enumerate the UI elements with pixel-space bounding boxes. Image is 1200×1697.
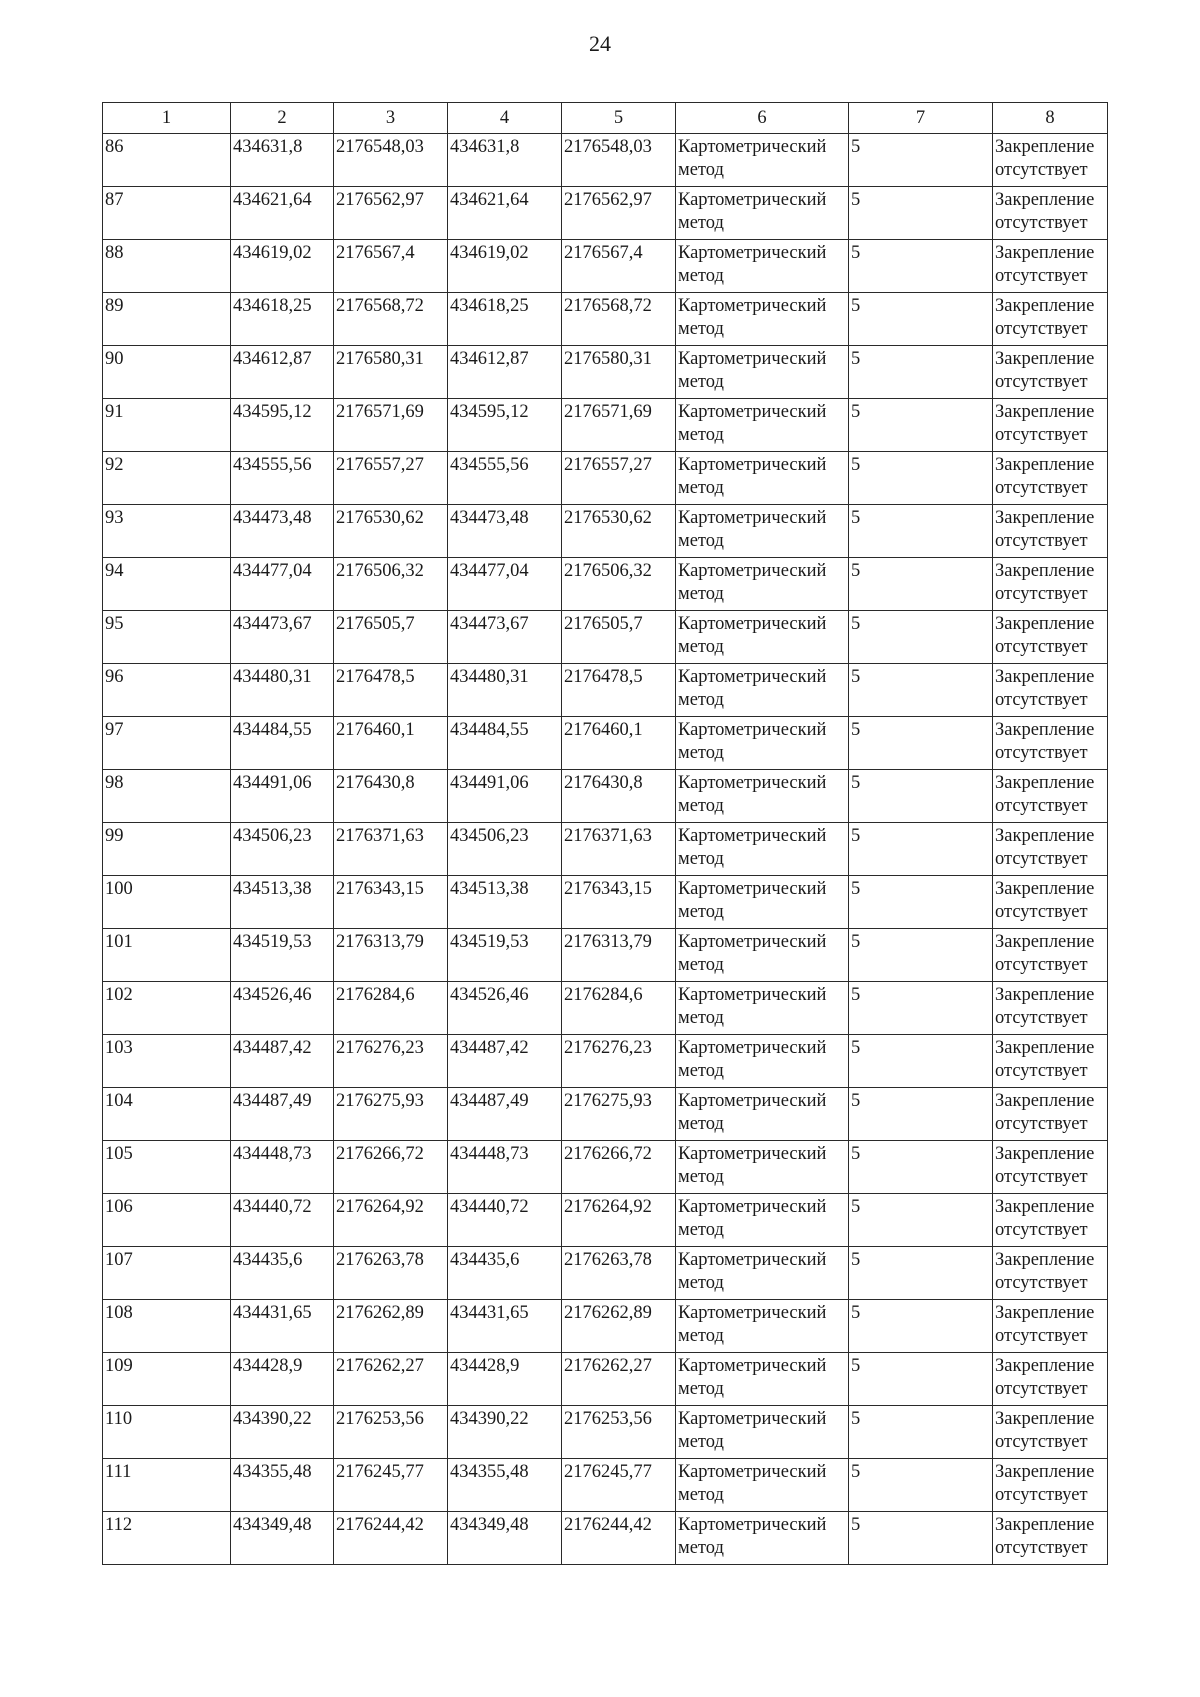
y-coordinate-2-cell: 2176562,97 xyxy=(562,187,676,240)
y-coordinate-cell: 2176505,7 xyxy=(334,611,448,664)
y-coordinate-2-cell: 2176263,78 xyxy=(562,1247,676,1300)
y-coordinate-2-cell: 2176557,27 xyxy=(562,452,676,505)
y-coordinate-cell: 2176284,6 xyxy=(334,982,448,1035)
method-cell: Картометрический метод xyxy=(676,187,849,240)
table-row xyxy=(103,770,1108,823)
y-coordinate-2-cell: 2176266,72 xyxy=(562,1141,676,1194)
point-number-cell: 88 xyxy=(103,240,231,293)
point-number-cell: 89 xyxy=(103,293,231,346)
table-row xyxy=(103,1406,1108,1459)
table-row xyxy=(103,1194,1108,1247)
point-number-cell: 96 xyxy=(103,664,231,717)
accuracy-cell: 5 xyxy=(849,1194,993,1247)
x-coordinate-cell: 434428,9 xyxy=(231,1353,334,1406)
point-number-cell: 99 xyxy=(103,823,231,876)
coordinates-table xyxy=(102,102,1108,1565)
y-coordinate-cell: 2176567,4 xyxy=(334,240,448,293)
y-coordinate-2-cell: 2176568,72 xyxy=(562,293,676,346)
x-coordinate-cell: 434555,56 xyxy=(231,452,334,505)
y-coordinate-2-cell: 2176478,5 xyxy=(562,664,676,717)
x-coordinate-cell: 434435,6 xyxy=(231,1247,334,1300)
fixation-description-cell: Закрепление отсутствует xyxy=(993,1512,1108,1565)
fixation-description-cell: Закрепление отсутствует xyxy=(993,929,1108,982)
accuracy-cell: 5 xyxy=(849,717,993,770)
x-coordinate-cell: 434526,46 xyxy=(231,982,334,1035)
x-coordinate-cell: 434390,22 xyxy=(231,1406,334,1459)
accuracy-cell: 5 xyxy=(849,558,993,611)
column-header: 1 xyxy=(103,103,231,134)
table-row xyxy=(103,558,1108,611)
x-coordinate-2-cell: 434484,55 xyxy=(448,717,562,770)
y-coordinate-2-cell: 2176275,93 xyxy=(562,1088,676,1141)
x-coordinate-2-cell: 434448,73 xyxy=(448,1141,562,1194)
x-coordinate-cell: 434440,72 xyxy=(231,1194,334,1247)
column-header: 5 xyxy=(562,103,676,134)
column-header: 7 xyxy=(849,103,993,134)
x-coordinate-cell: 434473,67 xyxy=(231,611,334,664)
fixation-description-cell: Закрепление отсутствует xyxy=(993,1247,1108,1300)
method-cell: Картометрический метод xyxy=(676,1512,849,1565)
method-cell: Картометрический метод xyxy=(676,1194,849,1247)
y-coordinate-cell: 2176478,5 xyxy=(334,664,448,717)
table-row xyxy=(103,717,1108,770)
point-number-cell: 93 xyxy=(103,505,231,558)
y-coordinate-cell: 2176580,31 xyxy=(334,346,448,399)
accuracy-cell: 5 xyxy=(849,982,993,1035)
method-cell: Картометрический метод xyxy=(676,452,849,505)
accuracy-cell: 5 xyxy=(849,823,993,876)
fixation-description-cell: Закрепление отсутствует xyxy=(993,187,1108,240)
x-coordinate-2-cell: 434618,25 xyxy=(448,293,562,346)
x-coordinate-2-cell: 434612,87 xyxy=(448,346,562,399)
fixation-description-cell: Закрепление отсутствует xyxy=(993,505,1108,558)
table-row xyxy=(103,293,1108,346)
accuracy-cell: 5 xyxy=(849,505,993,558)
point-number-cell: 103 xyxy=(103,1035,231,1088)
x-coordinate-cell: 434595,12 xyxy=(231,399,334,452)
y-coordinate-cell: 2176262,89 xyxy=(334,1300,448,1353)
column-header: 4 xyxy=(448,103,562,134)
point-number-cell: 112 xyxy=(103,1512,231,1565)
fixation-description-cell: Закрепление отсутствует xyxy=(993,240,1108,293)
y-coordinate-2-cell: 2176284,6 xyxy=(562,982,676,1035)
fixation-description-cell: Закрепление отсутствует xyxy=(993,452,1108,505)
table-row xyxy=(103,399,1108,452)
x-coordinate-cell: 434487,42 xyxy=(231,1035,334,1088)
table-row xyxy=(103,346,1108,399)
method-cell: Картометрический метод xyxy=(676,664,849,717)
fixation-description-cell: Закрепление отсутствует xyxy=(993,664,1108,717)
fixation-description-cell: Закрепление отсутствует xyxy=(993,770,1108,823)
table-row xyxy=(103,505,1108,558)
y-coordinate-2-cell: 2176313,79 xyxy=(562,929,676,982)
table-row xyxy=(103,611,1108,664)
accuracy-cell: 5 xyxy=(849,293,993,346)
fixation-description-cell: Закрепление отсутствует xyxy=(993,876,1108,929)
table-row xyxy=(103,187,1108,240)
point-number-cell: 90 xyxy=(103,346,231,399)
x-coordinate-cell: 434431,65 xyxy=(231,1300,334,1353)
x-coordinate-2-cell: 434477,04 xyxy=(448,558,562,611)
accuracy-cell: 5 xyxy=(849,452,993,505)
y-coordinate-cell: 2176371,63 xyxy=(334,823,448,876)
x-coordinate-2-cell: 434526,46 xyxy=(448,982,562,1035)
method-cell: Картометрический метод xyxy=(676,1459,849,1512)
y-coordinate-cell: 2176430,8 xyxy=(334,770,448,823)
y-coordinate-cell: 2176276,23 xyxy=(334,1035,448,1088)
header-row xyxy=(103,103,1108,134)
accuracy-cell: 5 xyxy=(849,1088,993,1141)
y-coordinate-cell: 2176557,27 xyxy=(334,452,448,505)
x-coordinate-cell: 434491,06 xyxy=(231,770,334,823)
accuracy-cell: 5 xyxy=(849,1141,993,1194)
x-coordinate-cell: 434619,02 xyxy=(231,240,334,293)
accuracy-cell: 5 xyxy=(849,399,993,452)
y-coordinate-2-cell: 2176567,4 xyxy=(562,240,676,293)
x-coordinate-2-cell: 434619,02 xyxy=(448,240,562,293)
x-coordinate-2-cell: 434506,23 xyxy=(448,823,562,876)
accuracy-cell: 5 xyxy=(849,1300,993,1353)
method-cell: Картометрический метод xyxy=(676,1406,849,1459)
method-cell: Картометрический метод xyxy=(676,1247,849,1300)
table-row xyxy=(103,1300,1108,1353)
x-coordinate-cell: 434484,55 xyxy=(231,717,334,770)
y-coordinate-cell: 2176245,77 xyxy=(334,1459,448,1512)
table-row xyxy=(103,1512,1108,1565)
y-coordinate-2-cell: 2176262,89 xyxy=(562,1300,676,1353)
method-cell: Картометрический метод xyxy=(676,346,849,399)
table-row xyxy=(103,1247,1108,1300)
x-coordinate-cell: 434477,04 xyxy=(231,558,334,611)
y-coordinate-cell: 2176548,03 xyxy=(334,134,448,187)
y-coordinate-cell: 2176530,62 xyxy=(334,505,448,558)
table-row xyxy=(103,1035,1108,1088)
point-number-cell: 101 xyxy=(103,929,231,982)
x-coordinate-2-cell: 434513,38 xyxy=(448,876,562,929)
x-coordinate-2-cell: 434428,9 xyxy=(448,1353,562,1406)
column-header: 3 xyxy=(334,103,448,134)
table-row xyxy=(103,876,1108,929)
table-row xyxy=(103,1141,1108,1194)
accuracy-cell: 5 xyxy=(849,240,993,293)
point-number-cell: 110 xyxy=(103,1406,231,1459)
y-coordinate-2-cell: 2176244,42 xyxy=(562,1512,676,1565)
table-row xyxy=(103,1088,1108,1141)
table-row xyxy=(103,452,1108,505)
fixation-description-cell: Закрепление отсутствует xyxy=(993,1141,1108,1194)
x-coordinate-cell: 434448,73 xyxy=(231,1141,334,1194)
fixation-description-cell: Закрепление отсутствует xyxy=(993,1353,1108,1406)
method-cell: Картометрический метод xyxy=(676,505,849,558)
x-coordinate-cell: 434631,8 xyxy=(231,134,334,187)
accuracy-cell: 5 xyxy=(849,929,993,982)
y-coordinate-cell: 2176313,79 xyxy=(334,929,448,982)
method-cell: Картометрический метод xyxy=(676,558,849,611)
x-coordinate-2-cell: 434349,48 xyxy=(448,1512,562,1565)
accuracy-cell: 5 xyxy=(849,1459,993,1512)
page-number: 24 xyxy=(589,31,611,56)
method-cell: Картометрический метод xyxy=(676,1353,849,1406)
y-coordinate-2-cell: 2176460,1 xyxy=(562,717,676,770)
table-header xyxy=(103,103,1108,134)
column-header: 8 xyxy=(993,103,1108,134)
y-coordinate-2-cell: 2176245,77 xyxy=(562,1459,676,1512)
point-number-cell: 98 xyxy=(103,770,231,823)
point-number-cell: 104 xyxy=(103,1088,231,1141)
fixation-description-cell: Закрепление отсутствует xyxy=(993,823,1108,876)
point-number-cell: 91 xyxy=(103,399,231,452)
fixation-description-cell: Закрепление отсутствует xyxy=(993,1300,1108,1353)
accuracy-cell: 5 xyxy=(849,876,993,929)
table-row xyxy=(103,664,1108,717)
x-coordinate-cell: 434355,48 xyxy=(231,1459,334,1512)
y-coordinate-cell: 2176264,92 xyxy=(334,1194,448,1247)
accuracy-cell: 5 xyxy=(849,1406,993,1459)
fixation-description-cell: Закрепление отсутствует xyxy=(993,293,1108,346)
x-coordinate-2-cell: 434631,8 xyxy=(448,134,562,187)
x-coordinate-2-cell: 434621,64 xyxy=(448,187,562,240)
method-cell: Картометрический метод xyxy=(676,1141,849,1194)
point-number-cell: 108 xyxy=(103,1300,231,1353)
y-coordinate-2-cell: 2176343,15 xyxy=(562,876,676,929)
x-coordinate-2-cell: 434519,53 xyxy=(448,929,562,982)
x-coordinate-2-cell: 434473,67 xyxy=(448,611,562,664)
point-number-cell: 111 xyxy=(103,1459,231,1512)
point-number-cell: 87 xyxy=(103,187,231,240)
column-header: 2 xyxy=(231,103,334,134)
y-coordinate-cell: 2176244,42 xyxy=(334,1512,448,1565)
y-coordinate-2-cell: 2176505,7 xyxy=(562,611,676,664)
y-coordinate-2-cell: 2176253,56 xyxy=(562,1406,676,1459)
fixation-description-cell: Закрепление отсутствует xyxy=(993,346,1108,399)
y-coordinate-2-cell: 2176264,92 xyxy=(562,1194,676,1247)
point-number-cell: 105 xyxy=(103,1141,231,1194)
point-number-cell: 86 xyxy=(103,134,231,187)
column-header: 6 xyxy=(676,103,849,134)
accuracy-cell: 5 xyxy=(849,1035,993,1088)
x-coordinate-cell: 434506,23 xyxy=(231,823,334,876)
point-number-cell: 95 xyxy=(103,611,231,664)
y-coordinate-2-cell: 2176530,62 xyxy=(562,505,676,558)
y-coordinate-cell: 2176262,27 xyxy=(334,1353,448,1406)
y-coordinate-cell: 2176343,15 xyxy=(334,876,448,929)
x-coordinate-cell: 434487,49 xyxy=(231,1088,334,1141)
fixation-description-cell: Закрепление отсутствует xyxy=(993,134,1108,187)
fixation-description-cell: Закрепление отсутствует xyxy=(993,1194,1108,1247)
method-cell: Картометрический метод xyxy=(676,770,849,823)
table-row xyxy=(103,1353,1108,1406)
y-coordinate-2-cell: 2176371,63 xyxy=(562,823,676,876)
fixation-description-cell: Закрепление отсутствует xyxy=(993,558,1108,611)
accuracy-cell: 5 xyxy=(849,1353,993,1406)
x-coordinate-cell: 434480,31 xyxy=(231,664,334,717)
accuracy-cell: 5 xyxy=(849,664,993,717)
accuracy-cell: 5 xyxy=(849,1247,993,1300)
fixation-description-cell: Закрепление отсутствует xyxy=(993,982,1108,1035)
method-cell: Картометрический метод xyxy=(676,611,849,664)
x-coordinate-cell: 434473,48 xyxy=(231,505,334,558)
point-number-cell: 106 xyxy=(103,1194,231,1247)
fixation-description-cell: Закрепление отсутствует xyxy=(993,1459,1108,1512)
point-number-cell: 102 xyxy=(103,982,231,1035)
y-coordinate-2-cell: 2176506,32 xyxy=(562,558,676,611)
y-coordinate-2-cell: 2176262,27 xyxy=(562,1353,676,1406)
method-cell: Картометрический метод xyxy=(676,1035,849,1088)
y-coordinate-cell: 2176263,78 xyxy=(334,1247,448,1300)
fixation-description-cell: Закрепление отсутствует xyxy=(993,399,1108,452)
fixation-description-cell: Закрепление отсутствует xyxy=(993,717,1108,770)
fixation-description-cell: Закрепление отсутствует xyxy=(993,1035,1108,1088)
x-coordinate-2-cell: 434390,22 xyxy=(448,1406,562,1459)
point-number-cell: 97 xyxy=(103,717,231,770)
x-coordinate-2-cell: 434491,06 xyxy=(448,770,562,823)
fixation-description-cell: Закрепление отсутствует xyxy=(993,1088,1108,1141)
method-cell: Картометрический метод xyxy=(676,982,849,1035)
accuracy-cell: 5 xyxy=(849,187,993,240)
x-coordinate-cell: 434612,87 xyxy=(231,346,334,399)
table-row xyxy=(103,134,1108,187)
table-row xyxy=(103,240,1108,293)
point-number-cell: 94 xyxy=(103,558,231,611)
x-coordinate-cell: 434621,64 xyxy=(231,187,334,240)
x-coordinate-2-cell: 434480,31 xyxy=(448,664,562,717)
y-coordinate-2-cell: 2176548,03 xyxy=(562,134,676,187)
x-coordinate-cell: 434618,25 xyxy=(231,293,334,346)
x-coordinate-2-cell: 434431,65 xyxy=(448,1300,562,1353)
y-coordinate-cell: 2176460,1 xyxy=(334,717,448,770)
fixation-description-cell: Закрепление отсутствует xyxy=(993,1406,1108,1459)
point-number-cell: 107 xyxy=(103,1247,231,1300)
x-coordinate-2-cell: 434555,56 xyxy=(448,452,562,505)
x-coordinate-2-cell: 434595,12 xyxy=(448,399,562,452)
y-coordinate-cell: 2176568,72 xyxy=(334,293,448,346)
point-number-cell: 109 xyxy=(103,1353,231,1406)
table-row xyxy=(103,929,1108,982)
method-cell: Картометрический метод xyxy=(676,399,849,452)
x-coordinate-2-cell: 434473,48 xyxy=(448,505,562,558)
method-cell: Картометрический метод xyxy=(676,240,849,293)
y-coordinate-2-cell: 2176276,23 xyxy=(562,1035,676,1088)
y-coordinate-cell: 2176571,69 xyxy=(334,399,448,452)
method-cell: Картометрический метод xyxy=(676,134,849,187)
y-coordinate-cell: 2176266,72 xyxy=(334,1141,448,1194)
y-coordinate-cell: 2176562,97 xyxy=(334,187,448,240)
method-cell: Картометрический метод xyxy=(676,293,849,346)
y-coordinate-2-cell: 2176430,8 xyxy=(562,770,676,823)
table-row xyxy=(103,982,1108,1035)
method-cell: Картометрический метод xyxy=(676,929,849,982)
y-coordinate-cell: 2176506,32 xyxy=(334,558,448,611)
accuracy-cell: 5 xyxy=(849,770,993,823)
y-coordinate-cell: 2176275,93 xyxy=(334,1088,448,1141)
x-coordinate-2-cell: 434487,49 xyxy=(448,1088,562,1141)
method-cell: Картометрический метод xyxy=(676,1300,849,1353)
method-cell: Картометрический метод xyxy=(676,1088,849,1141)
accuracy-cell: 5 xyxy=(849,1512,993,1565)
x-coordinate-2-cell: 434440,72 xyxy=(448,1194,562,1247)
accuracy-cell: 5 xyxy=(849,346,993,399)
x-coordinate-2-cell: 434487,42 xyxy=(448,1035,562,1088)
y-coordinate-2-cell: 2176571,69 xyxy=(562,399,676,452)
accuracy-cell: 5 xyxy=(849,134,993,187)
table-row xyxy=(103,823,1108,876)
x-coordinate-2-cell: 434435,6 xyxy=(448,1247,562,1300)
point-number-cell: 100 xyxy=(103,876,231,929)
accuracy-cell: 5 xyxy=(849,611,993,664)
table-row xyxy=(103,1459,1108,1512)
method-cell: Картометрический метод xyxy=(676,717,849,770)
fixation-description-cell: Закрепление отсутствует xyxy=(993,611,1108,664)
method-cell: Картометрический метод xyxy=(676,823,849,876)
method-cell: Картометрический метод xyxy=(676,876,849,929)
x-coordinate-2-cell: 434355,48 xyxy=(448,1459,562,1512)
y-coordinate-cell: 2176253,56 xyxy=(334,1406,448,1459)
x-coordinate-cell: 434519,53 xyxy=(231,929,334,982)
x-coordinate-cell: 434349,48 xyxy=(231,1512,334,1565)
y-coordinate-2-cell: 2176580,31 xyxy=(562,346,676,399)
table-body xyxy=(103,134,1108,1565)
point-number-cell: 92 xyxy=(103,452,231,505)
x-coordinate-cell: 434513,38 xyxy=(231,876,334,929)
